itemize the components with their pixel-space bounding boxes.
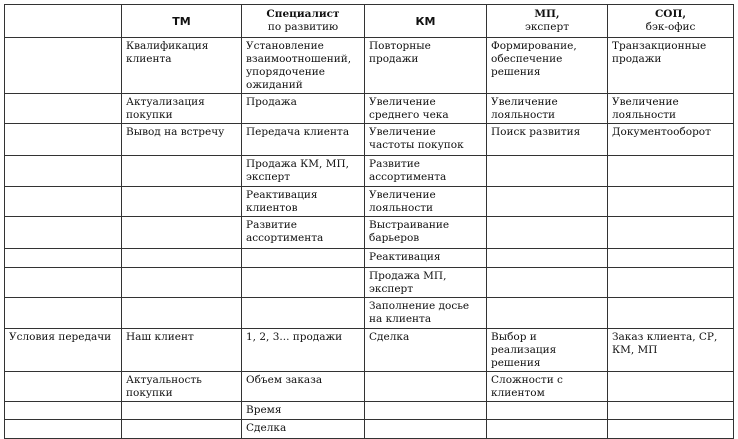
cell-tm: Актуальность покупки (122, 372, 242, 402)
table-row (5, 329, 734, 372)
cell-specialist: Развитие ассортимента (242, 217, 365, 249)
cell-label (5, 124, 122, 156)
cell-mp-expert: Формирование, обеспечение решения (487, 38, 608, 94)
cell-mp-expert (487, 156, 608, 187)
cell-mp-expert (487, 249, 608, 268)
table-row (5, 156, 734, 187)
cell-sop (608, 372, 734, 402)
cell-km: Реактивация (365, 249, 487, 268)
header-sop-sub: бэк-офис (645, 21, 696, 33)
cell-label (5, 298, 122, 329)
cell-specialist: Продажа КМ, МП, эксперт (242, 156, 365, 187)
cell-specialist: Установление взаимоотношений, упорядочение ожиданий (242, 38, 365, 94)
cell-mp-expert (487, 420, 608, 439)
cell-sop (608, 249, 734, 268)
cell-sop (608, 268, 734, 298)
table-row (5, 420, 734, 439)
cell-tm (122, 217, 242, 249)
header-sop-title: СОП, (654, 8, 687, 20)
cell-km: Увеличение среднего чека (365, 94, 487, 124)
cell-sop: Документооборот (608, 124, 734, 156)
table-row (5, 187, 734, 217)
cell-specialist: Реактивация клиентов (242, 187, 365, 217)
header-sop-backoffice (608, 5, 734, 38)
cell-km: Увеличение лояльности (365, 187, 487, 217)
header-specialist-title: Специалист (266, 8, 340, 20)
header-specialist-sub: по развитию (267, 21, 339, 33)
cell-km (365, 402, 487, 420)
header-mp-title: МП, (534, 8, 560, 20)
cell-tm: Актуализация покупки (122, 94, 242, 124)
cell-tm (122, 268, 242, 298)
responsibility-table (4, 4, 734, 439)
cell-specialist: Продажа (242, 94, 365, 124)
cell-tm (122, 187, 242, 217)
cell-label (5, 156, 122, 187)
cell-label (5, 372, 122, 402)
cell-tm (122, 298, 242, 329)
cell-sop (608, 402, 734, 420)
cell-label (5, 249, 122, 268)
table-row (5, 217, 734, 249)
cell-specialist: 1, 2, 3... продажи (242, 329, 365, 372)
cell-specialist: Сделка (242, 420, 365, 439)
cell-specialist (242, 298, 365, 329)
header-row (5, 5, 734, 38)
table-row (5, 372, 734, 402)
cell-label: Условия передачи (5, 329, 122, 372)
cell-sop: Транзакционные продажи (608, 38, 734, 94)
cell-label (5, 94, 122, 124)
table-body (5, 38, 734, 439)
cell-km: Выстраивание барьеров (365, 217, 487, 249)
cell-tm (122, 156, 242, 187)
cell-mp-expert: Поиск развития (487, 124, 608, 156)
cell-label (5, 217, 122, 249)
table-row (5, 268, 734, 298)
cell-specialist: Время (242, 402, 365, 420)
cell-tm: Квалификация клиента (122, 38, 242, 94)
cell-sop (608, 298, 734, 329)
cell-sop: Увеличение лояльности (608, 94, 734, 124)
table-row (5, 38, 734, 94)
cell-sop (608, 420, 734, 439)
cell-km: Увеличение частоты покупок (365, 124, 487, 156)
table-row (5, 94, 734, 124)
cell-mp-expert: Выбор и реализация решения (487, 329, 608, 372)
header-specialist (242, 5, 365, 38)
cell-km: Повторные продажи (365, 38, 487, 94)
cell-km: Развитие ассортимента (365, 156, 487, 187)
cell-specialist (242, 268, 365, 298)
header-tm: ТМ (122, 5, 242, 38)
cell-label (5, 402, 122, 420)
cell-km (365, 372, 487, 402)
header-mp-sub: эксперт (524, 21, 570, 33)
cell-mp-expert (487, 268, 608, 298)
cell-label (5, 38, 122, 94)
cell-specialist: Объем заказа (242, 372, 365, 402)
document-page (4, 4, 734, 439)
cell-label (5, 268, 122, 298)
cell-sop (608, 187, 734, 217)
cell-sop: Заказ клиента, СР, КМ, МП (608, 329, 734, 372)
table-row (5, 249, 734, 268)
cell-sop (608, 156, 734, 187)
cell-tm: Наш клиент (122, 329, 242, 372)
cell-km (365, 420, 487, 439)
cell-km: Сделка (365, 329, 487, 372)
table-row (5, 402, 734, 420)
cell-mp-expert (487, 217, 608, 249)
header-mp-expert (487, 5, 608, 38)
table-row (5, 298, 734, 329)
table-row (5, 124, 734, 156)
cell-tm (122, 420, 242, 439)
cell-label (5, 187, 122, 217)
cell-specialist (242, 249, 365, 268)
cell-tm (122, 402, 242, 420)
header-km: КМ (365, 5, 487, 38)
cell-mp-expert (487, 298, 608, 329)
cell-km: Заполнение досье на клиента (365, 298, 487, 329)
cell-tm (122, 249, 242, 268)
cell-sop (608, 217, 734, 249)
cell-mp-expert: Сложности с клиентом (487, 372, 608, 402)
cell-label (5, 420, 122, 439)
cell-mp-expert: Увеличение лояльности (487, 94, 608, 124)
header-empty-cell (5, 5, 122, 38)
cell-km: Продажа МП, эксперт (365, 268, 487, 298)
cell-mp-expert (487, 187, 608, 217)
cell-mp-expert (487, 402, 608, 420)
cell-specialist: Передача клиента (242, 124, 365, 156)
cell-tm: Вывод на встречу (122, 124, 242, 156)
